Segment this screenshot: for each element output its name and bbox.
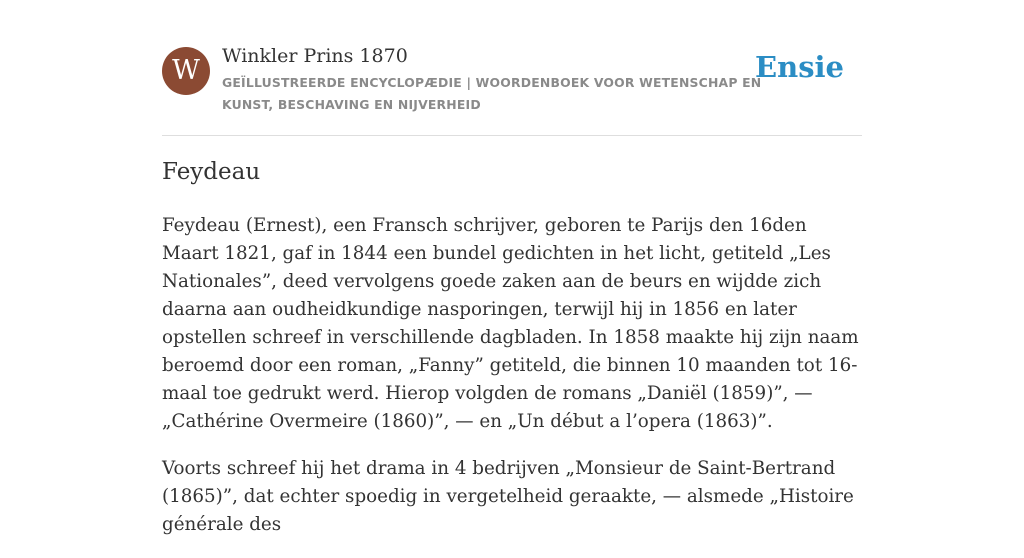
source-header [162,44,862,116]
article-body [162,212,862,558]
article-paragraph-2: Voorts schreef hij het drama in 4 bedrijven „Monsieur de Saint-Bertrand (1865)”, dat echter spoedig in vergetelheid geraakte, — alsmede „Histoire générale des [162,458,854,535]
source-avatar[interactable]: W [162,47,210,95]
ensie-logo[interactable]: Ensie [755,50,844,84]
source-subtitle: GEÏLLUSTREERDE ENCYCLOPÆDIE | WOORDENBOEK VOOR WETENSCHAP EN KUNST, BESCHAVING EN NIJVERHEID [222,75,762,112]
article-title: Feydeau [162,159,261,185]
source-title[interactable]: Winkler Prins 1870 [222,45,408,67]
article-paragraph-1: Feydeau (Ernest), een Fransch schrijver, geboren te Parijs den 16den Maart 1821, gaf in 1844 een bundel gedichten in het licht, getiteld „Les Nationales”, deed vervolgens goede zaken aan de beurs en wijdde zich daarna aan oudheidkundige nasporingen, terwijl hij in 1856 en later opstellen schreef in verschillende dagbladen. In 1858 maakte hij zijn naam beroemd door een roman, „Fanny” getiteld, die binnen 10 maanden tot 16-maal toe gedrukt werd. Hierop volgden de romans „Daniël (1859)”, — „Cathérine Overmeire (1860)”, — en „Un début a l’opera (1863)”. [162,215,859,432]
header-divider [162,135,862,136]
